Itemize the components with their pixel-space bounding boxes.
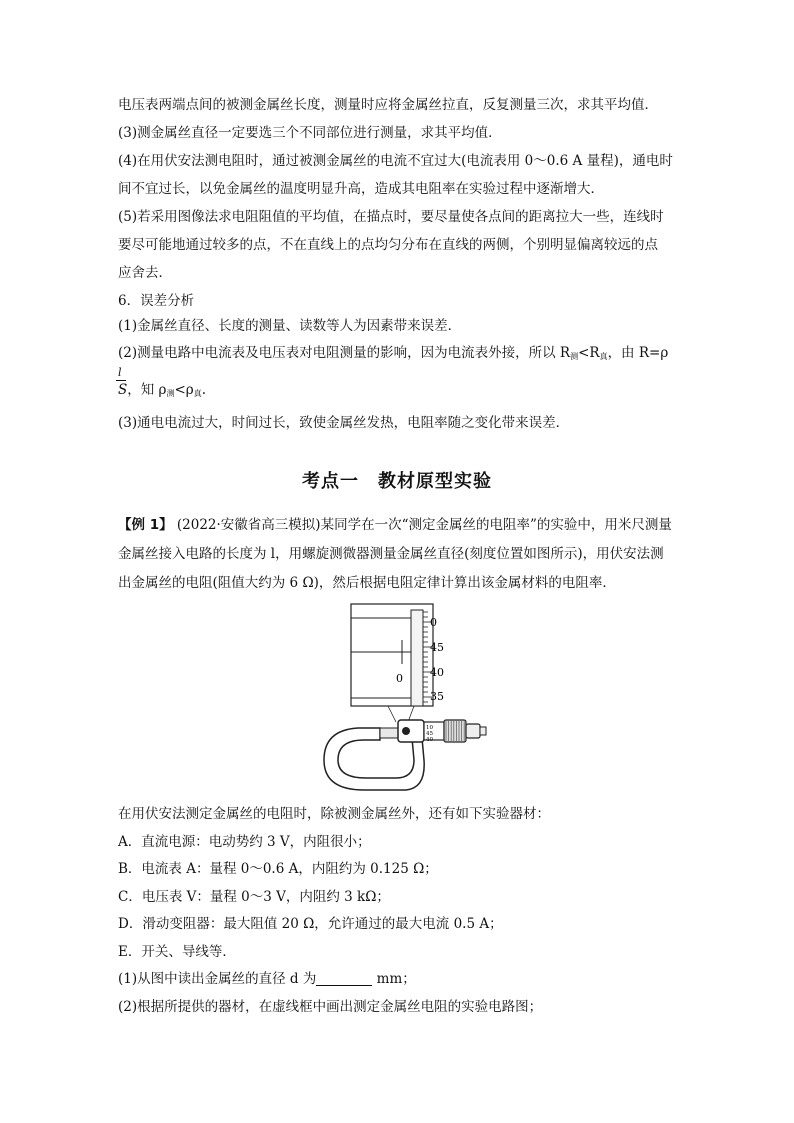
scale-label-45: 45 (430, 641, 444, 654)
subscript-true: 真 (599, 352, 608, 361)
small-label-10: 10 (426, 725, 433, 731)
subscript-true-2: 真 (193, 389, 202, 398)
notes-line-1: 电压表两端点间的被测金属丝长度，测量时应将金属丝拉直，反复测量三次，求其平均值． (118, 97, 658, 113)
leader-line-left (388, 706, 396, 722)
section-heading: 考点一 教材原型实验 (302, 471, 492, 492)
equipment-e: E．开关、导线等． (118, 944, 236, 960)
ratchet-cap (480, 727, 486, 735)
example-line-1 (118, 516, 672, 534)
error-analysis-title: 6．误差分析 (118, 293, 195, 309)
question-2: (2)根据所提供的器材，在虚线框中画出测定金属丝电阻的实验电路图； (118, 999, 543, 1015)
notes-line-2: (3)测金属丝直径一定要选三个不同部位进行测量，求其平均值． (118, 125, 502, 141)
knurled-thimble (444, 720, 466, 742)
equipment-b: B．电流表 A：量程 0～0.6 A，内阻约为 0.125 Ω； (118, 861, 438, 877)
equipment-a: A．直流电源：电动势约 3 V，内阻很小； (118, 834, 371, 850)
error-line-3-text-b: <ρ (174, 382, 194, 398)
small-label-45: 45 (426, 731, 433, 737)
error-line-3 (118, 381, 206, 403)
fraction-denominator: S (118, 382, 128, 398)
error-line-1: (1)金属丝直径、长度的测量、读数等人为因素带来误差． (118, 318, 462, 334)
example-line-2: 金属丝接入电路的长度为 l，用螺旋测微器测量金属丝直径(刻度位置如图所示)，用伏安法测 (118, 546, 664, 562)
thimble (411, 610, 423, 706)
error-line-3-text-c: . (201, 382, 207, 398)
scale-label-0: 0 (430, 616, 437, 629)
lock-knob (402, 727, 410, 735)
scale-label-35: 35 (430, 690, 444, 703)
ratchet (466, 724, 480, 738)
equipment-intro: 在用伏安法测定金属丝的电阻时，除被测金属丝外，还有如下实验器材： (118, 806, 550, 822)
subscript-measured-2: 测 (166, 389, 175, 398)
error-line-3-text-a: ，知 ρ (127, 382, 167, 398)
error-line-2-text-c: ，由 R=ρ (607, 345, 669, 361)
notes-line-7: 应舍去． (118, 265, 172, 281)
anvil (380, 728, 398, 738)
notes-line-3: (4)在用伏安法测电阻时，通过被测金属丝的电流不宜过大(电流表用 0～0.6 A 量程)，通电时 (118, 153, 673, 169)
question-1-unit: mm； (372, 971, 416, 987)
error-line-2-text-a: (2)测量电路中电流表及电压表对电阻测量的影响，因为电流表外接，所以 R (118, 345, 571, 361)
example-tag: 【例 1】 (118, 517, 173, 533)
notes-line-6: 要尽可能地通过较多的点，不在直线上的点均匀分布在直线的两侧，个别明显偏离较远的点 (118, 237, 658, 253)
answer-blank[interactable] (316, 973, 372, 986)
error-line-2 (118, 344, 668, 366)
main-scale-zero: 0 (396, 672, 403, 685)
small-label-40: 40 (426, 737, 433, 743)
notes-line-5: (5)若采用图像法求电阻阻值的平均值，在描点时，要尽量使各点间的距离拉大一些，连线时 (118, 209, 664, 225)
subscript-measured: 测 (570, 352, 579, 361)
micrometer-body (398, 720, 424, 742)
question-1-text: (1)从图中读出金属丝的直径 d 为 (118, 971, 317, 987)
error-line-4: (3)通电电流过大，时间过长，致使金属丝发热，电阻率随之变化带来误差． (118, 415, 570, 431)
equipment-d: D．滑动变阻器：最大阻值 20 Ω，允许通过的最大电流 0.5 A； (118, 916, 503, 932)
notes-line-4: 间不宜过长，以免金属丝的温度明显升高，造成其电阻率在实验过程中逐渐增大． (118, 181, 604, 197)
fraction-numerator: l (118, 366, 122, 379)
question-1 (118, 970, 416, 988)
equipment-c: C．电压表 V：量程 0～3 V，内阻约 3 kΩ； (118, 889, 390, 905)
micrometer-figure (318, 600, 494, 796)
error-line-2-text-b: <R (578, 345, 600, 361)
example-line-3: 出金属丝的电阻(阻值大约为 6 Ω)，然后根据电阻定律计算出该金属材料的电阻率． (118, 575, 616, 591)
example-line-1-text: (2022·安徽省高三模拟)某同学在一次“测定金属丝的电阻率”的实验中，用米尺测量 (172, 517, 672, 533)
scale-label-40: 40 (430, 666, 444, 679)
